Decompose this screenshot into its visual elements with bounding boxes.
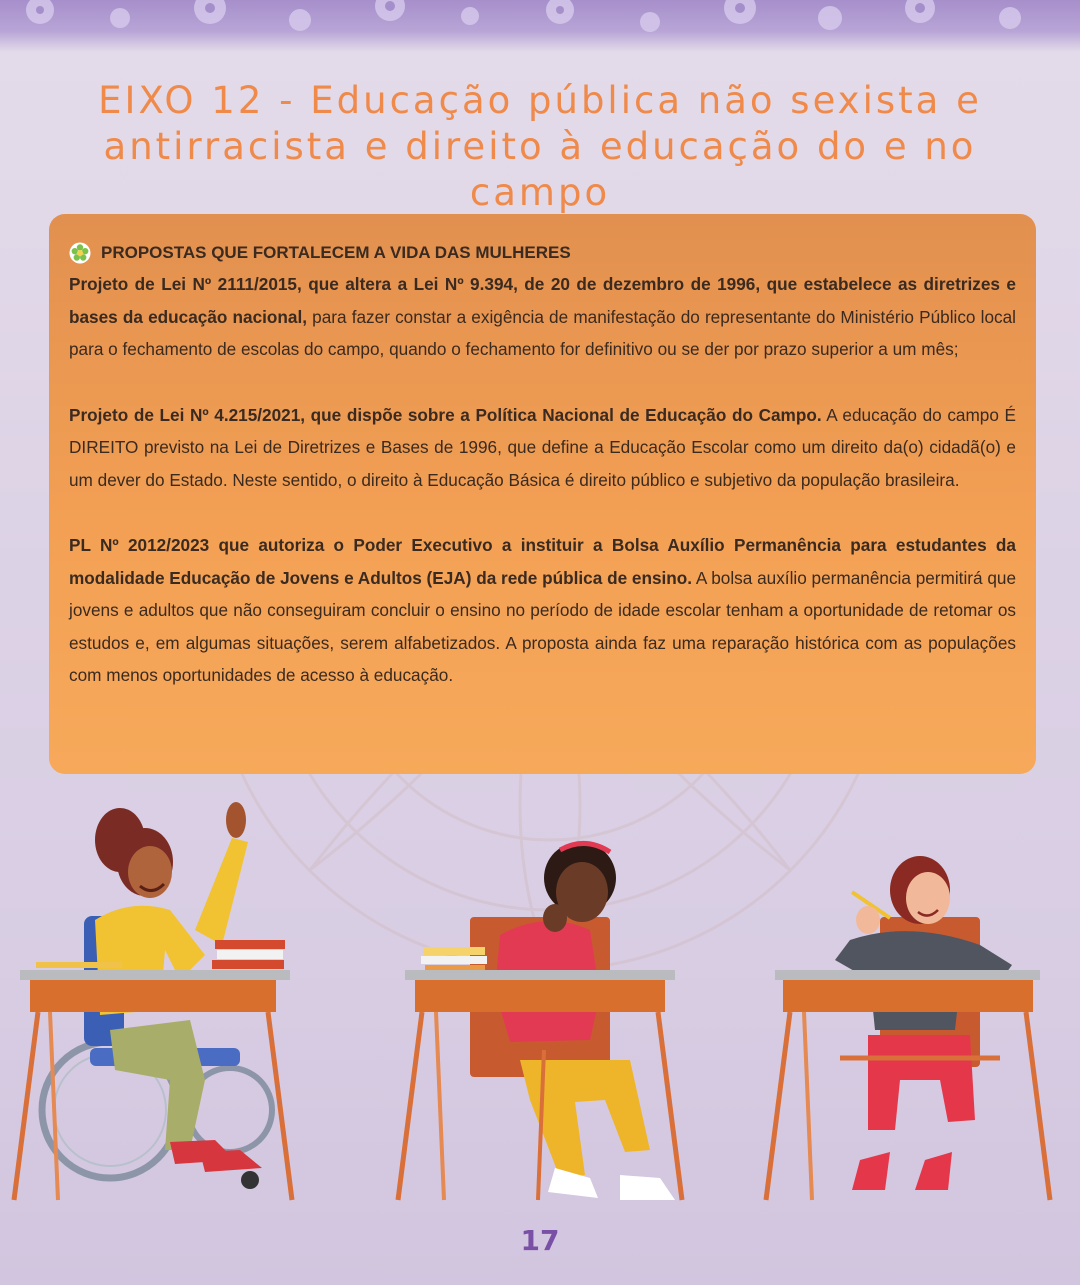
proposal-1-title: Projeto de Lei Nº 2111/2015, que altera a Lei Nº 9.394, de 20 de dezembro de 1996, que estabelece as diretrizes e bases da educação nacional, bbox=[69, 274, 1016, 327]
proposal-3-title: PL Nº 2012/2023 que autoriza o Poder Executivo a instituir a Bolsa Auxílio Permanência para estudantes da modalidade Educação de Jovens e Adultos (EJA) da rede pública de ensino. bbox=[69, 535, 1016, 588]
proposals-card bbox=[49, 214, 1036, 774]
proposal-1-body: para fazer constar a exigência de manifestação do representante do Ministério Público local para o fechamento de escolas do campo, quando o fechamento for definitivo ou se der por prazo superior a um mês; bbox=[69, 306, 1016, 359]
proposal-item-1 bbox=[69, 268, 1016, 366]
flower-icon bbox=[69, 242, 91, 264]
student-writing-illustration bbox=[835, 856, 1012, 1190]
page-number: 17 bbox=[520, 1224, 560, 1257]
desk-3-illustration bbox=[766, 970, 1050, 1200]
page-title-line-1: EIXO 12 - Educação pública não sexista e bbox=[98, 79, 982, 122]
proposal-item-3 bbox=[69, 529, 1016, 692]
page-title bbox=[40, 78, 1040, 216]
proposal-item-2 bbox=[69, 399, 1016, 497]
proposals-heading bbox=[69, 240, 1016, 266]
student-thinking-illustration bbox=[421, 842, 675, 1200]
proposals-heading-text: PROPOSTAS QUE FORTALECEM A VIDA DAS MULHERES bbox=[101, 243, 571, 262]
proposal-2-body: A educação do campo É DIREITO previsto na Lei de Diretrizes e Bases de 1996, que define a Educação Escolar como um direito da(o) cidadã(o) e um dever do Estado. Neste sentido, o direito à Educação Básica é direito público e subjetivo da população brasileira. bbox=[69, 404, 1017, 490]
page-title-line-2: antirracista e direito à educação do e no campo bbox=[103, 125, 977, 214]
floral-header-decoration bbox=[0, 0, 1080, 52]
classroom-illustration bbox=[0, 780, 1080, 1220]
proposal-3-body: A bolsa auxílio permanência permitirá que jovens e adultos que não conseguiram concluir o ensino no período de idade escolar tenham a oportunidade de retomar os estudos e, em algumas situações, serem alfabetizados. A proposta ainda faz uma reparação histórica com as populações com menos oportunidades de acesso à educação. bbox=[69, 567, 1016, 685]
proposal-2-title: Projeto de Lei Nº 4.215/2021, que dispõe sobre a Política Nacional de Educação do Campo. bbox=[69, 404, 822, 425]
